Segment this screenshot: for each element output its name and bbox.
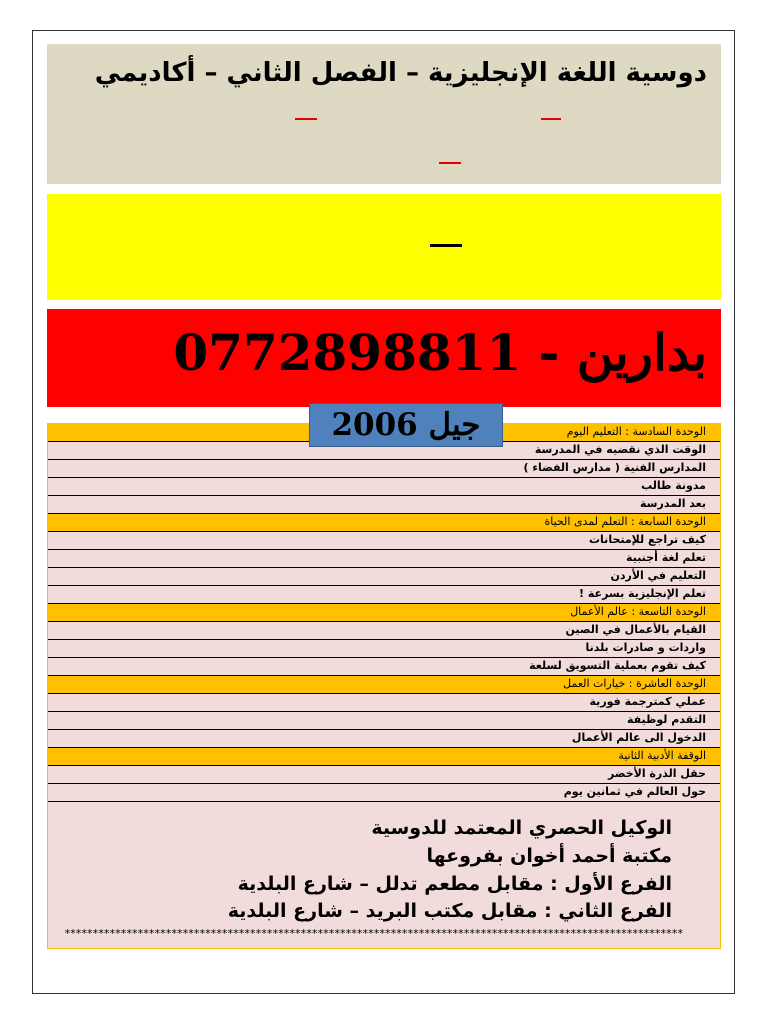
lesson-row (48, 460, 720, 478)
lesson-row (48, 496, 720, 514)
red-dash-mark (295, 118, 317, 120)
black-dash-mark (430, 244, 462, 247)
lesson-title: التقدم لوظيفة (626, 713, 706, 726)
lesson-title: المدارس الفنية ( مدارس الفضاء ) (523, 461, 706, 474)
unit-heading-text: الوحدة السادسة : التعليم اليوم (566, 425, 706, 438)
lesson-row (48, 658, 720, 676)
lesson-title: مدونة طالب (641, 479, 706, 492)
lesson-row (48, 640, 720, 658)
unit-heading-row (48, 748, 720, 766)
unit-heading-row (48, 676, 720, 694)
lesson-row (48, 586, 720, 604)
footer-block (48, 801, 720, 949)
unit-heading-row (48, 514, 720, 532)
generation-badge: جيل 2006 (309, 403, 503, 447)
library-line: مكتبة أحمد أخوان بفروعها (426, 845, 672, 867)
lesson-row (48, 694, 720, 712)
contents-table (47, 423, 721, 949)
unit-heading-text: الوقفة الأدبية الثانية (618, 749, 706, 762)
lesson-title: كيف تقوم بعملية التسويق لسلعة (529, 659, 706, 672)
unit-heading-text: الوحدة السابعة : التعلم لمدى الحياة (544, 515, 706, 528)
stars-divider: ************************************************************************************************************** (64, 927, 683, 940)
lesson-title: الدخول الى عالم الأعمال (571, 731, 706, 744)
red-dash-mark (439, 162, 461, 164)
unit-heading-text: الوحدة العاشرة : خيارات العمل (563, 677, 706, 690)
banner-phone-text: بدارين - 0772898811 (173, 323, 707, 382)
agent-line: الوكيل الحصري المعتمد للدوسية (371, 817, 672, 839)
lesson-title: حقل الذرة الأخضر (608, 767, 706, 780)
yellow-banner (47, 194, 721, 300)
unit-heading-row (48, 604, 720, 622)
branch-2-line: الفرع الثاني : مقابل مكتب البريد – شارع البلدية (227, 900, 672, 922)
lesson-title: تعلم الإنجليزية بسرعة ! (579, 587, 706, 600)
lesson-title: تعلم لغة أجنبية (626, 551, 706, 564)
lesson-title: القيام بالأعمال في الصين (565, 623, 706, 636)
lesson-row (48, 784, 720, 802)
lesson-title: الوقت الذي نقضيه في المدرسة (534, 443, 706, 456)
lesson-title: عملي كمترجمة فورية (589, 695, 706, 708)
lesson-title: بعد المدرسة (640, 497, 706, 510)
page-title: دوسية اللغة الإنجليزية – الفصل الثاني – أكاديمي (94, 58, 707, 88)
lesson-row (48, 532, 720, 550)
lesson-title: واردات و صادرات بلدنا (585, 641, 706, 654)
lesson-row (48, 766, 720, 784)
lesson-title: حول العالم في ثمانين يوم (563, 785, 706, 798)
lesson-row (48, 730, 720, 748)
unit-heading-text: الوحدة التاسعة : عالم الأعمال (570, 605, 706, 618)
branch-1-line: الفرع الأول : مقابل مطعم تدلل – شارع البلدية (237, 873, 672, 895)
lesson-row (48, 568, 720, 586)
lesson-row (48, 550, 720, 568)
title-box (47, 44, 721, 184)
lesson-row (48, 622, 720, 640)
lesson-row (48, 712, 720, 730)
red-banner (47, 309, 721, 407)
lesson-row (48, 478, 720, 496)
red-dash-mark (541, 118, 561, 120)
lesson-title: التعليم في الأردن (610, 569, 706, 582)
lesson-title: كيف تراجع للإمتحانات (589, 533, 706, 546)
